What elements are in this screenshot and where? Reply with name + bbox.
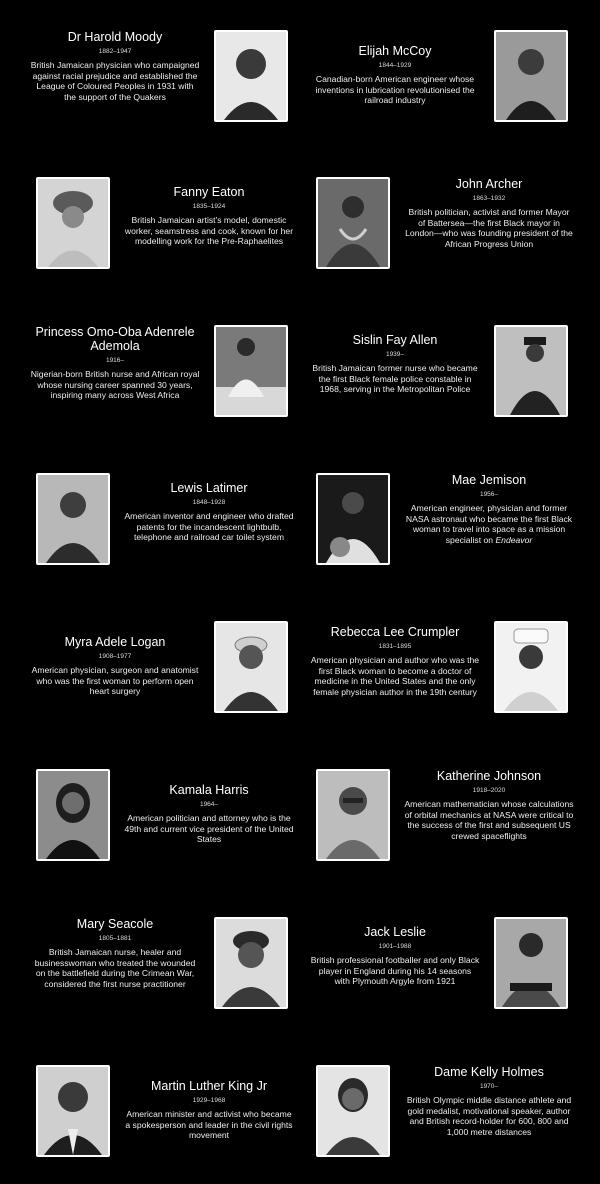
- person-dates: 1835–1924: [192, 203, 226, 210]
- person-text: [30, 30, 200, 102]
- person-name: Katherine Johnson: [436, 769, 542, 783]
- person-name: John Archer: [455, 177, 523, 191]
- person-card-martin-luther-king-jr: [30, 1065, 294, 1165]
- person-name: Martin Luther King Jr: [150, 1079, 268, 1093]
- portrait-photo: [214, 917, 288, 1009]
- portrait-photo: [214, 325, 288, 417]
- person-dates: 1956–: [479, 491, 499, 498]
- portrait-photo: [316, 1065, 390, 1157]
- portrait-photo: [36, 177, 110, 269]
- person-card-john-archer: [310, 177, 574, 277]
- person-name: Lewis Latimer: [170, 481, 248, 495]
- person-description: British Jamaican former nurse who became the first Black female police constable in 1968, serving in the Metropolitan Police: [312, 363, 478, 394]
- person-description: British Jamaican physician who campaigned against racial prejudice and established the League of Coloured Peoples in 1931 with the support of the Quakers: [30, 60, 200, 102]
- portrait-photo: [316, 473, 390, 565]
- person-name: Elijah McCoy: [358, 44, 432, 58]
- person-name: Myra Adele Logan: [64, 635, 166, 649]
- person-text: [310, 30, 480, 106]
- portrait-photo: [494, 30, 568, 122]
- person-name: Princess Omo-Oba Adenrele Ademola: [35, 325, 195, 353]
- person-name: Mae Jemison: [451, 473, 527, 487]
- person-description: Nigerian-born British nurse and African royal whose nursing career spanned 30 years, inspiring many across West Africa: [30, 369, 200, 400]
- person-description: Canadian-born American engineer whose inventions in lubrication revolutionised the railroad industry: [315, 74, 475, 105]
- person-dates: 1844–1929: [378, 62, 412, 69]
- person-card-mary-seacole: [30, 917, 294, 1017]
- portrait-photo: [214, 621, 288, 713]
- person-text: [124, 473, 294, 543]
- portrait-photo: [36, 473, 110, 565]
- person-dates: 1848–1928: [192, 499, 226, 506]
- person-description: British Jamaican nurse, healer and businesswoman who treated the wounded on the battlefield during the Crimean War, considered the first nurse practitioner: [34, 947, 196, 989]
- person-name: Rebecca Lee Crumpler: [330, 625, 460, 639]
- portrait-photo: [494, 621, 568, 713]
- portrait-photo: [494, 325, 568, 417]
- person-card-rebecca-lee-crumpler: [310, 621, 574, 721]
- person-card-sislin-fay-allen: [310, 325, 574, 425]
- person-name: Dr Harold Moody: [67, 30, 163, 44]
- person-description: British Olympic middle distance athlete and gold medalist, motivational speaker, author and British record-holder for 600, 800 and 1,000 metre distances: [406, 1095, 572, 1137]
- person-dates: 1970–: [479, 1083, 499, 1090]
- person-dates: 1918–2020: [472, 787, 506, 794]
- person-card-jack-leslie: [310, 917, 574, 1017]
- person-text: [310, 621, 480, 697]
- person-text: [404, 473, 574, 545]
- person-text: [124, 769, 294, 845]
- person-text: [310, 325, 480, 395]
- person-name: Fanny Eaton: [173, 185, 245, 199]
- person-description: American inventor and engineer who drafted patents for the incandescent lightbulb, telephone and railroad car toilet system: [124, 511, 294, 542]
- person-name: Mary Seacole: [76, 917, 154, 931]
- person-description-text: American engineer, physician and former NASA astronaut who became the first Black woman to travel into space as a mission specialist on: [405, 503, 573, 545]
- person-card-fanny-eaton: [30, 177, 294, 277]
- person-text: [30, 621, 200, 697]
- person-description: American physician and author who was the first Black woman to become a doctor of medicine in the United States and the only female physician author in the 19th century: [310, 655, 480, 697]
- portrait-photo: [36, 769, 110, 861]
- person-card-kamala-harris: [30, 769, 294, 869]
- person-text: [124, 1065, 294, 1141]
- person-text: [310, 917, 480, 987]
- person-description: British professional footballer and only Black player in England during his 14 seasons with Plymouth Argyle from 1921: [310, 955, 480, 986]
- person-card-adenrele-ademola: [30, 325, 294, 425]
- person-card-mae-jemison: [310, 473, 574, 573]
- person-dates: 1939–: [385, 351, 405, 358]
- person-name: Kamala Harris: [169, 783, 249, 797]
- person-card-elijah-mccoy: [310, 30, 574, 130]
- person-dates: 1929–1968: [192, 1097, 226, 1104]
- person-dates: 1916–: [105, 357, 125, 364]
- person-description: American politician and attorney who is the 49th and current vice president of the United States: [124, 813, 294, 844]
- person-card-katherine-johnson: [310, 769, 574, 869]
- person-text: [404, 769, 574, 841]
- person-card-harold-moody: [30, 30, 294, 130]
- spacecraft-name: Endeavor: [495, 534, 533, 545]
- person-name: Sislin Fay Allen: [352, 333, 438, 347]
- portrait-photo: [36, 1065, 110, 1157]
- person-description: British politician, activist and former Mayor of Battersea—the first Black mayor in London—who was founding president of the African Progress Union: [405, 207, 573, 249]
- person-dates: 1882–1947: [98, 48, 132, 55]
- person-description: [404, 503, 574, 545]
- person-description: American mathematician whose calculations of orbital mechanics at NASA were critical to the success of the first and subsequent US crewed spaceflights: [404, 799, 574, 841]
- person-description: American physician, surgeon and anatomist who was the first woman to perform open heart surgery: [31, 665, 199, 696]
- portrait-photo: [494, 917, 568, 1009]
- person-dates: 1805–1881: [98, 935, 132, 942]
- person-dates: 1964–: [199, 801, 219, 808]
- person-dates: 1908–1977: [98, 653, 132, 660]
- person-dates: 1901–1988: [378, 943, 412, 950]
- person-card-lewis-latimer: [30, 473, 294, 573]
- person-text: [30, 325, 200, 401]
- person-text: [30, 917, 200, 989]
- person-dates: 1863–1932: [472, 195, 506, 202]
- person-card-kelly-holmes: [310, 1065, 574, 1165]
- person-text: [404, 177, 574, 249]
- person-card-myra-adele-logan: [30, 621, 294, 721]
- person-text: [124, 177, 294, 247]
- portrait-photo: [316, 769, 390, 861]
- portrait-photo: [214, 30, 288, 122]
- portrait-photo: [316, 177, 390, 269]
- person-name: Dame Kelly Holmes: [434, 1065, 544, 1079]
- person-description: British Jamaican artist's model, domestic worker, seamstress and cook, known for her modelling work for the Pre-Raphaelites: [124, 215, 294, 246]
- person-text: [404, 1065, 574, 1137]
- person-name: Jack Leslie: [364, 925, 426, 939]
- person-description: American minister and activist who became a spokesperson and leader in the civil rights movement: [125, 1109, 293, 1140]
- person-dates: 1831–1895: [378, 643, 412, 650]
